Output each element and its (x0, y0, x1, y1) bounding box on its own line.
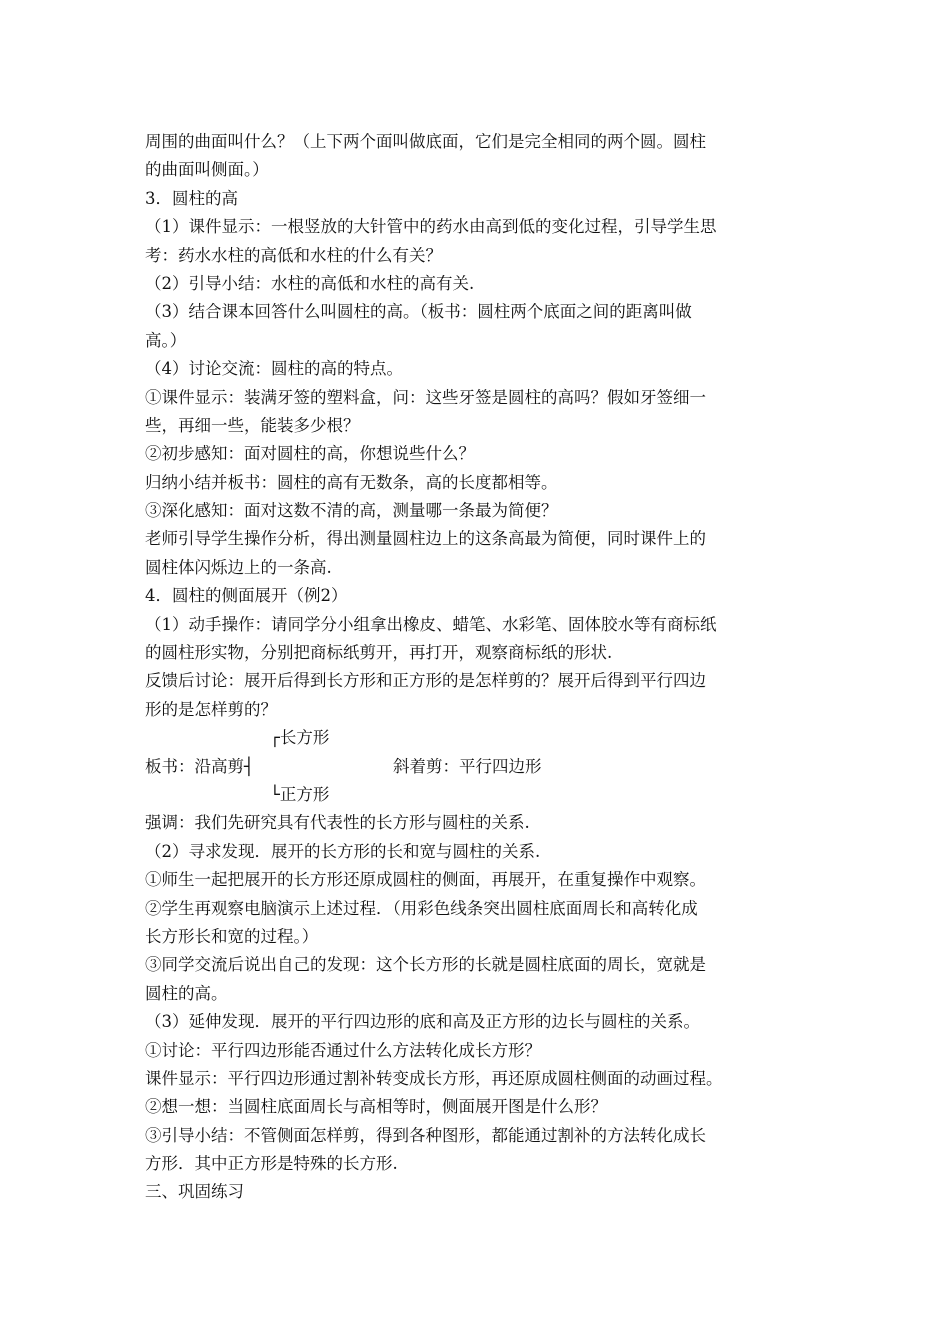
text-line: ③深化感知：面对这数不清的高，测量哪一条最为简便？ (145, 501, 558, 521)
text-line: ①讨论：平行四边形能否通过什么方法转化成长方形？ (145, 1040, 541, 1060)
text-line: （1）课件显示：一根竖放的大针管中的药水由高到低的变化过程，引导学生思 (145, 217, 717, 237)
text-line: （2）寻求发现．展开的长方形的长和宽与圆柱的关系. (145, 841, 541, 861)
text-line: 老师引导学生操作分析，得出测量圆柱边上的这条高最为简便，同时课件上的 (145, 529, 706, 549)
board-branch-bottom: └正方形 (270, 785, 330, 804)
text-block-after (145, 809, 810, 1206)
text-line: 强调：我们先研究具有代表性的长方形与圆柱的关系. (145, 813, 530, 833)
text-line: ②想一想：当圆柱底面周长与高相等时，侧面展开图是什么形？ (145, 1097, 607, 1117)
document-body (145, 128, 810, 1207)
text-line: 的曲面叫侧面。） (145, 160, 269, 180)
text-line: 归纳小结并板书：圆柱的高有无数条，高的长度都相等。 (145, 472, 558, 492)
text-line: ②学生再观察电脑演示上述过程．（用彩色线条突出圆柱底面周长和高转化成 (145, 898, 698, 918)
text-line: （2）引导小结：水柱的高低和水柱的高有关. (145, 273, 475, 293)
text-line: （3）结合课本回答什么叫圆柱的高。（板书：圆柱两个底面之间的距离叫做 (145, 302, 692, 322)
text-line: 长方形长和宽的过程。） (145, 926, 319, 946)
text-line: 的圆柱形实物，分别把商标纸剪开，再打开，观察商标纸的形状. (145, 643, 613, 663)
text-line: 三、巩固练习 (145, 1182, 244, 1202)
text-line: 形的是怎样剪的？ (145, 699, 277, 719)
text-line: 课件显示：平行四边形通过割补转变成长方形，再还原成圆柱侧面的动画过程。 (145, 1068, 723, 1088)
text-line: 考：药水水柱的高低和水柱的什么有关？ (145, 245, 442, 265)
text-line: （4）讨论交流：圆柱的高的特点。 (145, 359, 403, 379)
text-line: （3）延伸发现．展开的平行四边形的底和高及正方形的边长与圆柱的关系。 (145, 1012, 700, 1032)
board-oblique-cut: 斜着剪：平行四边形 (393, 756, 542, 776)
text-line: 周围的曲面叫什么？（上下两个面叫做底面，它们是完全相同的两个圆。圆柱 (145, 132, 706, 151)
text-line: 圆柱体闪烁边上的一条高. (145, 557, 332, 577)
text-line: ②初步感知：面对圆柱的高，你想说些什么？ (145, 444, 475, 464)
blackboard-diagram (145, 724, 810, 809)
text-line: 3．圆柱的高 (145, 188, 238, 208)
board-label: 板书：沿高剪┤ (145, 756, 254, 776)
text-line: 4．圆柱的侧面展开（例2） (145, 586, 348, 606)
text-line: ①课件显示：装满牙签的塑料盒，问：这些牙签是圆柱的高吗？假如牙签细一 (145, 387, 706, 407)
board-branch-top: ┌长方形 (270, 728, 330, 748)
text-line: ③引导小结：不管侧面怎样剪，得到各种图形，都能通过割补的方法转化成长 (145, 1125, 706, 1145)
text-line: ③同学交流后说出自己的发现：这个长方形的长就是圆柱底面的周长，宽就是 (145, 955, 706, 975)
text-line: 方形．其中正方形是特殊的长方形. (145, 1154, 398, 1174)
text-line: 些，再细一些，能装多少根？ (145, 415, 360, 435)
text-line: （1）动手操作：请同学分小组拿出橡皮、蜡笔、水彩笔、固体胶水等有商标纸 (145, 614, 717, 634)
text-line: ①师生一起把展开的长方形还原成圆柱的侧面，再展开，在重复操作中观察。 (145, 870, 706, 890)
text-block-before (145, 128, 810, 724)
text-line: 反馈后讨论：展开后得到长方形和正方形的是怎样剪的？展开后得到平行四边 (145, 671, 706, 691)
text-line: 高。） (145, 330, 187, 350)
text-line: 圆柱的高。 (145, 983, 228, 1003)
